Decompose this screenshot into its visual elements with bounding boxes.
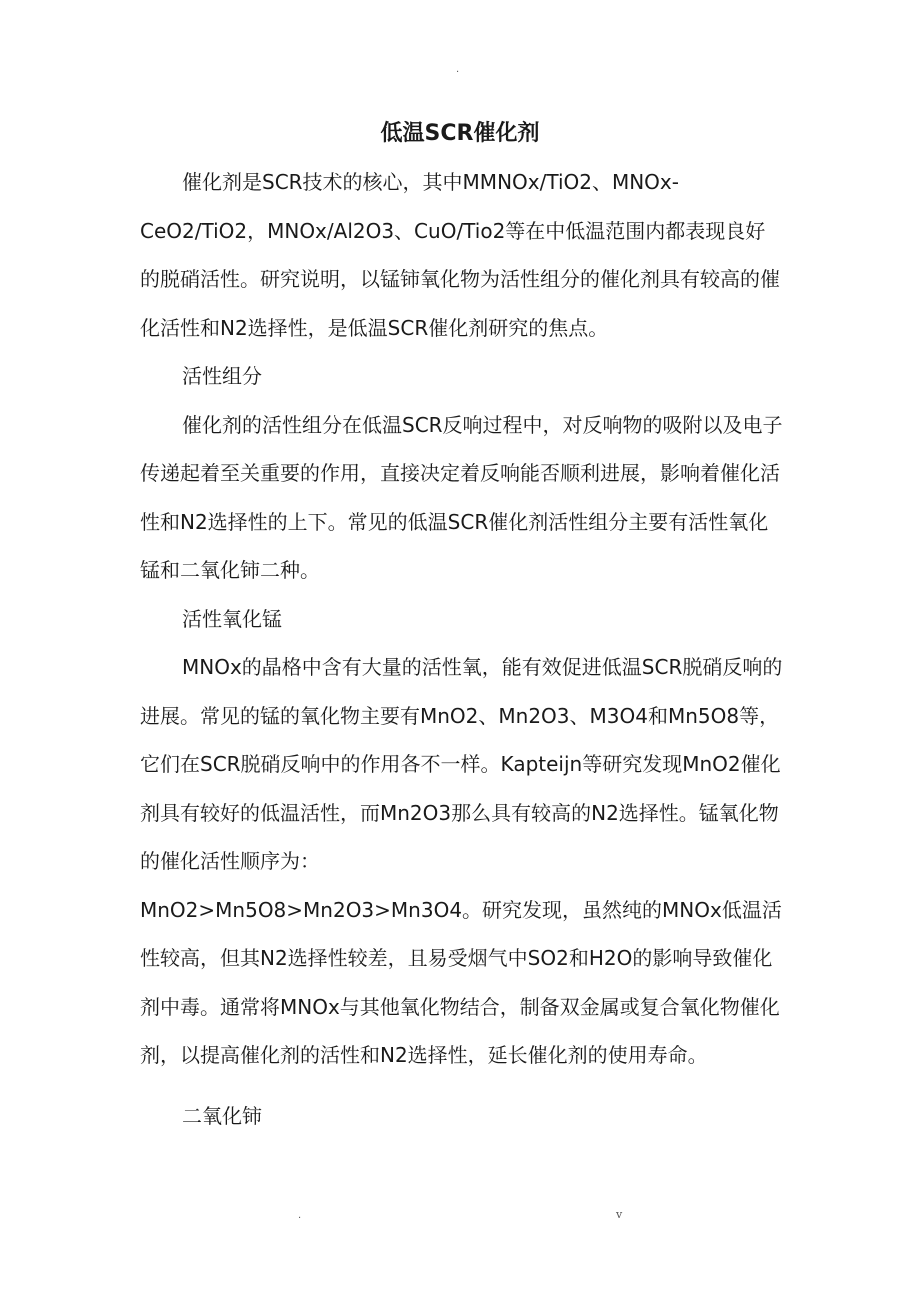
footer-dot: .	[298, 1210, 302, 1221]
intro-paragraph: 催化剂是SCR技术的核心，其中MMNOx/TiO2、MNOx-CeO2/TiO2，MNOx/Al2O3、CuO/Tio2等在中低温范围内都表现良好的脱硝活性。研究说明，以锰铈氧化物为活性组分的催化剂具有较高的催化活性和N2选择性，是低温SCR催化剂研究的焦点。	[140, 170, 780, 340]
section-heading-manganese-oxide: 活性氧化锰	[182, 606, 282, 631]
footer-mark: v	[616, 1208, 623, 1221]
manganese-oxide-paragraph: MNOx的晶格中含有大量的活性氧，能有效促进低温SCR脱硝反响的进展。常见的锰的氧化物主要有MnO2、Mn2O3、M3O4和Mn5O8等，它们在SCR脱硝反响中的作用各不一样。Kapteijn等研究发现MnO2催化剂具有较好的低温活性，而Mn2O3那么具有较高的N2选择性。锰氧化物的催化活性顺序为：	[140, 655, 783, 873]
section-heading-ceria: 二氧化铈	[182, 1103, 262, 1128]
activity-order-paragraph: MnO2>Mn5O8>Mn2O3>Mn3O4。研究发现，虽然纯的MNOx低温活性较高，但其N2选择性较差，且易受烟气中SO2和H2O的影响导致催化剂中毒。通常将MNOx与其他氧化物结合，制备双金属或复合氧化物催化剂，以提高催化剂的活性和N2选择性，延长催化剂的使用寿命。	[140, 897, 782, 1067]
section-heading-active-components: 活性组分	[182, 364, 262, 388]
header-mark: .	[456, 64, 460, 75]
active-components-paragraph: 催化剂的活性组分在低温SCR反响过程中，对反响物的吸附以及电子传递起着至关重要的作用，直接决定着反响能否顺利进展，影响着催化活性和N2选择性的上下。常见的低温SCR催化剂活性组分主要有活性氧化锰和二氧化铈二种。	[140, 412, 783, 582]
document-title: 低温SCR催化剂	[380, 121, 540, 146]
document-body	[140, 158, 785, 1140]
